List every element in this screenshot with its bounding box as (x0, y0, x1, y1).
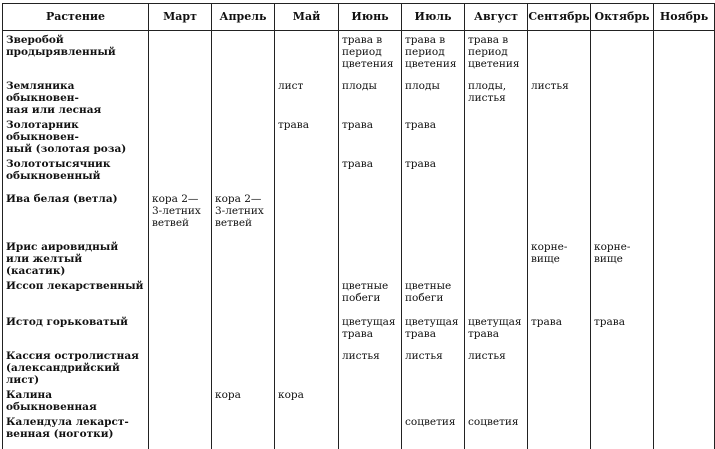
table-cell (212, 413, 275, 449)
header-june: Июнь (339, 4, 402, 31)
table-cell: трава в период цветения (465, 31, 528, 77)
table-cell (212, 77, 275, 116)
table-cell (528, 386, 591, 413)
table-cell (339, 413, 402, 449)
table-cell: кора (275, 386, 339, 413)
table-cell (528, 347, 591, 386)
header-september: Сентябрь (528, 4, 591, 31)
table-cell (465, 277, 528, 313)
table-cell: плоды (402, 77, 465, 116)
table-cell (275, 190, 339, 238)
plant-name-cell: Ирис аировидный или желтый (касатик) (3, 238, 149, 277)
table-cell (654, 313, 715, 347)
table-cell (149, 31, 212, 77)
table-cell: плоды (339, 77, 402, 116)
table-cell (654, 238, 715, 277)
table-cell: кора (212, 386, 275, 413)
table-row (3, 347, 715, 386)
table-cell (654, 190, 715, 238)
plant-name-cell: Кассия остролистная (александрийский лист) (3, 347, 149, 386)
table-row (3, 313, 715, 347)
table-cell (591, 31, 654, 77)
table-cell: кора 2— 3-летних ветвей (212, 190, 275, 238)
table-cell (654, 277, 715, 313)
table-cell (339, 386, 402, 413)
table-row (3, 155, 715, 190)
table-cell (528, 277, 591, 313)
table-row (3, 77, 715, 116)
table-cell: трава (275, 116, 339, 155)
table-cell (149, 77, 212, 116)
plant-name-cell: Золотарник обыкновен- ный (золотая роза) (3, 116, 149, 155)
table-cell (528, 116, 591, 155)
table-cell: трава в период цветения (339, 31, 402, 77)
header-october: Октябрь (591, 4, 654, 31)
table-cell (149, 386, 212, 413)
table-cell: цветные побеги (339, 277, 402, 313)
table-cell (339, 190, 402, 238)
table-cell: соцветия (402, 413, 465, 449)
table-cell (654, 386, 715, 413)
table-cell (275, 313, 339, 347)
table-cell (465, 386, 528, 413)
table-cell (465, 190, 528, 238)
plant-name-cell: Календула лекарст- венная (ноготки) (3, 413, 149, 449)
table-cell (149, 413, 212, 449)
table-cell (149, 277, 212, 313)
table-cell (591, 77, 654, 116)
table-cell (528, 190, 591, 238)
table-cell: цветущая трава (465, 313, 528, 347)
table-cell (212, 347, 275, 386)
table-cell: лист (275, 77, 339, 116)
table-cell (528, 31, 591, 77)
table-cell (149, 116, 212, 155)
table-cell (275, 277, 339, 313)
plant-name-cell: Золототысячник обыкновенный (3, 155, 149, 190)
table-cell (149, 238, 212, 277)
table-row (3, 413, 715, 449)
table-cell (212, 277, 275, 313)
table-cell (402, 190, 465, 238)
header-april: Апрель (212, 4, 275, 31)
table-row (3, 277, 715, 313)
header-plant: Растение (3, 4, 149, 31)
table-cell: трава (402, 116, 465, 155)
table-cell (149, 347, 212, 386)
header-row (3, 4, 715, 31)
header-july: Июль (402, 4, 465, 31)
table-cell (275, 413, 339, 449)
table-cell (212, 31, 275, 77)
plant-name-cell: Истод горьковатый (3, 313, 149, 347)
table-cell (212, 313, 275, 347)
table-cell (149, 313, 212, 347)
table-cell (654, 77, 715, 116)
table-cell (591, 190, 654, 238)
header-march: Март (149, 4, 212, 31)
table-row (3, 238, 715, 277)
table-cell (275, 238, 339, 277)
table-cell (591, 155, 654, 190)
plant-name-cell: Ива белая (ветла) (3, 190, 149, 238)
harvest-calendar-table (2, 3, 715, 449)
table-cell (654, 31, 715, 77)
table-cell: соцветия (465, 413, 528, 449)
table-cell (654, 347, 715, 386)
table-cell: цветные побеги (402, 277, 465, 313)
table-cell (465, 155, 528, 190)
table-cell (402, 386, 465, 413)
table-cell: трава (528, 313, 591, 347)
table-cell (654, 116, 715, 155)
table-cell (212, 238, 275, 277)
table-cell: листья (339, 347, 402, 386)
header-november: Ноябрь (654, 4, 715, 31)
table-cell (149, 155, 212, 190)
table-cell (212, 116, 275, 155)
table-cell (591, 386, 654, 413)
table-cell: трава в период цветения (402, 31, 465, 77)
table-cell (591, 116, 654, 155)
plant-name-cell: Земляника обыкновен- ная или лесная (3, 77, 149, 116)
table-cell: листья (465, 347, 528, 386)
table-cell (339, 238, 402, 277)
table-cell: плоды, листья (465, 77, 528, 116)
header-may: Май (275, 4, 339, 31)
table-cell: трава (591, 313, 654, 347)
table-cell: корне- вище (591, 238, 654, 277)
table-cell (591, 277, 654, 313)
table-cell: цветущая трава (402, 313, 465, 347)
table-body (3, 31, 715, 449)
table-cell (275, 347, 339, 386)
table-row (3, 386, 715, 413)
header-august: Август (465, 4, 528, 31)
table-cell (528, 413, 591, 449)
table-cell: кора 2— 3-летних ветвей (149, 190, 212, 238)
table-cell: листья (528, 77, 591, 116)
table-cell: цветущая трава (339, 313, 402, 347)
table-cell (654, 413, 715, 449)
table-row (3, 190, 715, 238)
table-cell (528, 155, 591, 190)
table-cell (402, 238, 465, 277)
plant-name-cell: Калина обыкновенная (3, 386, 149, 413)
table-cell (591, 347, 654, 386)
table-row (3, 31, 715, 77)
table-row (3, 116, 715, 155)
table-cell (465, 116, 528, 155)
table-cell (591, 413, 654, 449)
table-cell (275, 155, 339, 190)
table-cell (212, 155, 275, 190)
plant-name-cell: Иссоп лекарственный (3, 277, 149, 313)
table-cell (275, 31, 339, 77)
table-cell: трава (402, 155, 465, 190)
table-cell: листья (402, 347, 465, 386)
table-cell (654, 155, 715, 190)
table-cell (465, 238, 528, 277)
table-cell: трава (339, 155, 402, 190)
plant-name-cell: Зверобой продырявленный (3, 31, 149, 77)
table-cell: трава (339, 116, 402, 155)
table-cell: корне- вище (528, 238, 591, 277)
